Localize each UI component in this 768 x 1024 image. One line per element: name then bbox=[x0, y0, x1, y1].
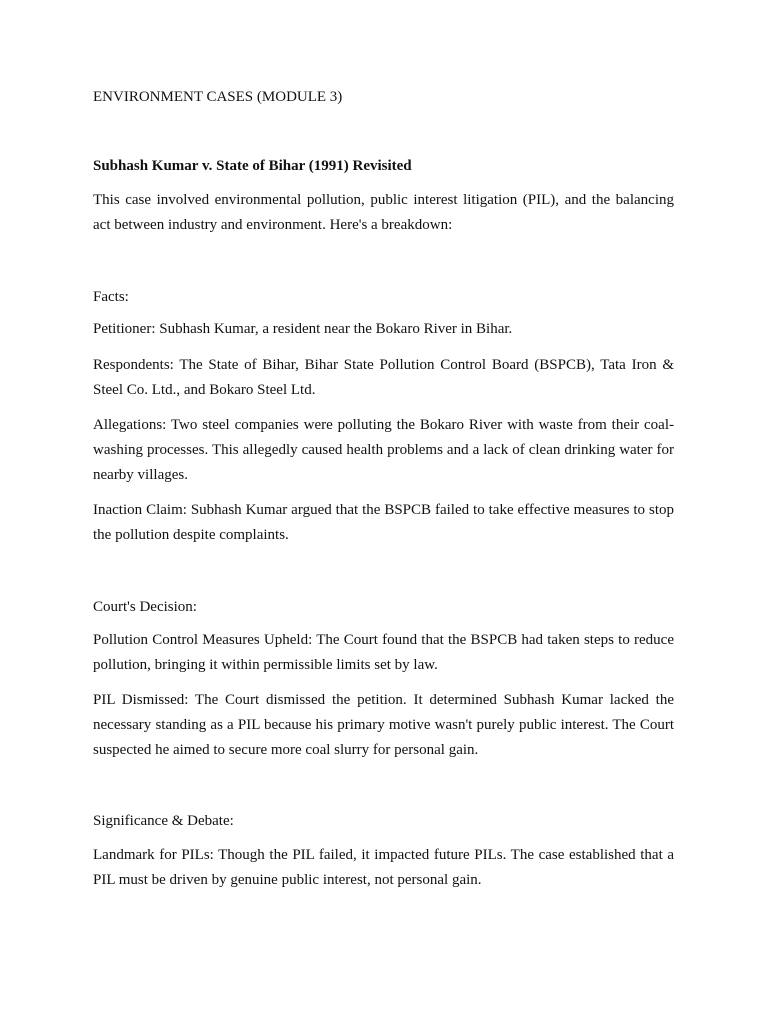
measures-paragraph: Pollution Control Measures Upheld: The Court found that the BSPCB had taken steps to reduce pollution, bringing it within permissible limits set by law. bbox=[93, 632, 674, 673]
inaction-paragraph: Inaction Claim: Subhash Kumar argued that the BSPCB failed to take effective measures to stop the pollution despite complaints. bbox=[93, 502, 674, 543]
intro-paragraph: This case involved environmental pollution, public interest litigation (PIL), and the balancing act between industry and environment. Here's a breakdown: bbox=[93, 192, 674, 233]
case-title: Subhash Kumar v. State of Bihar (1991) Revisited bbox=[93, 158, 412, 174]
petitioner-paragraph: Petitioner: Subhash Kumar, a resident near the Bokaro River in Bihar. bbox=[93, 321, 513, 337]
facts-heading: Facts: bbox=[93, 289, 129, 305]
respondents-paragraph: Respondents: The State of Bihar, Bihar State Pollution Control Board (BSPCB), Tata Iron & Steel Co. Ltd., and Bokaro Steel Ltd. bbox=[93, 357, 674, 398]
document-header: ENVIRONMENT CASES (MODULE 3) bbox=[93, 89, 343, 105]
significance-heading: Significance & Debate: bbox=[93, 813, 234, 829]
landmark-paragraph: Landmark for PILs: Though the PIL failed, it impacted future PILs. The case established that a PIL must be driven by genuine public interest, not personal gain. bbox=[93, 847, 674, 888]
dismissed-paragraph: PIL Dismissed: The Court dismissed the petition. It determined Subhash Kumar lacked the necessary standing as a PIL because his primary motive wasn't purely public interest. The Court suspected he aimed to secure more coal slurry for personal gain. bbox=[93, 692, 674, 758]
decision-heading: Court's Decision: bbox=[93, 599, 197, 615]
allegations-paragraph: Allegations: Two steel companies were polluting the Bokaro River with waste from their coal-washing processes. This allegedly caused health problems and a lack of clean drinking water for nearby villages. bbox=[93, 417, 674, 483]
